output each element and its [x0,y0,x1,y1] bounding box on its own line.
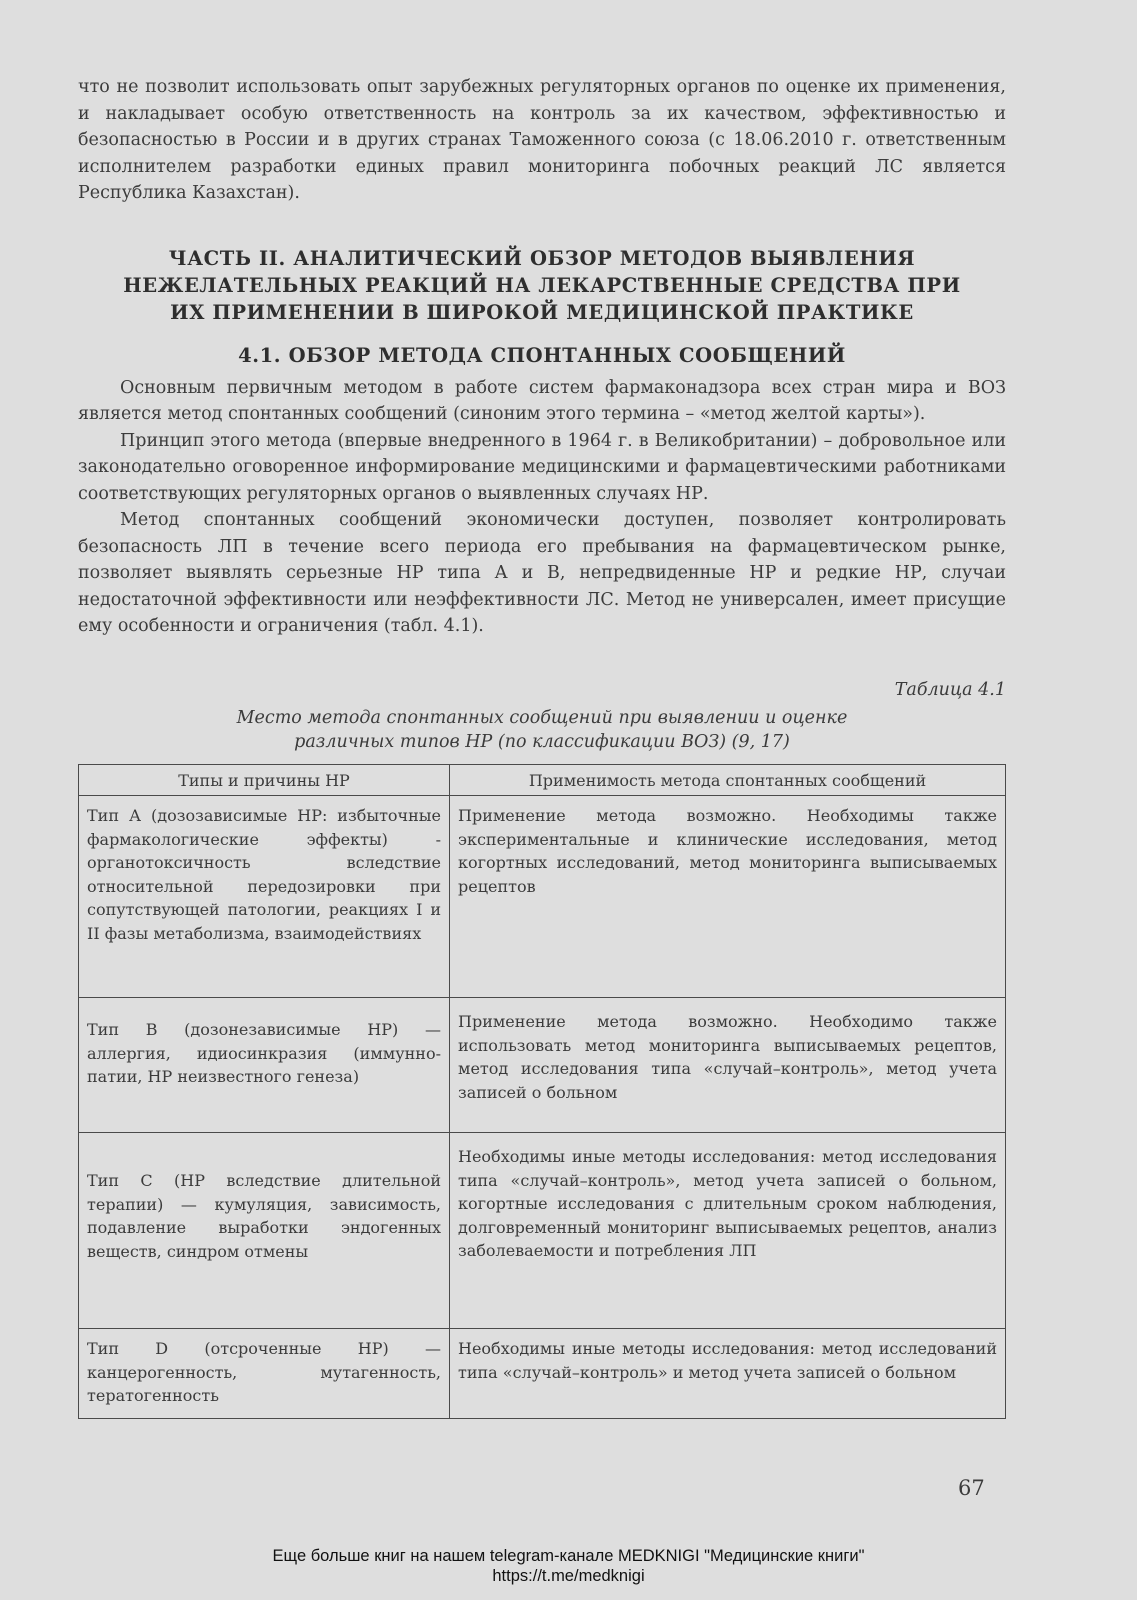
cell-type: Тип С (НР вследствие длительной терапии) — кумуляция, зависимость, подавление выработки эндогенных веществ, синдром отмены [79,1133,450,1329]
cell-applicability: Необходимы иные методы исследования: метод исследований типа «случай–контроль» и метод учета записей о больном [450,1329,1006,1419]
promo-footer [0,1546,1137,1586]
cell-type: Тип В (дозонезависимые НР) — аллергия, идиосинкразия (иммунно-патии, НР неизвестного генеза) [79,998,450,1133]
table-row [79,998,1006,1133]
cell-applicability: Применение метода возможно. Необходимы также экспериментальные и клинические исследования, метод когортных исследований, метод мониторинга выписываемых рецептов [450,796,1006,998]
page-content [78,74,1006,1419]
part-heading-line: ЧАСТЬ II. АНАЛИТИЧЕСКИЙ ОБЗОР МЕТОДОВ ВЫЯВЛЕНИЯ [168,246,916,270]
part-heading [78,245,1006,326]
table-row [79,796,1006,998]
table-caption [78,706,1006,754]
intro-paragraph: что не позволит использовать опыт зарубежных регуляторных органов по оценке их применения, и накладывает особую ответственность на контроль за их качеством, эффективностью и безопасностью в России и в других странах Таможенного союза (с 18.06.2010 г. ответственным исполнителем разработки единых правил мониторинга побочных реакций ЛС является Республика Казахстан). [78,77,1006,203]
table-caption-line: различных типов НР (по классификации ВОЗ) (9, 17) [294,731,790,752]
table-row [79,1133,1006,1329]
part-heading-line: НЕЖЕЛАТЕЛЬНЫХ РЕАКЦИЙ НА ЛЕКАРСТВЕННЫЕ СРЕДСТВА ПРИ [123,273,961,297]
table-caption-line: Место метода спонтанных сообщений при выявлении и оценке [236,707,848,728]
cell-applicability: Необходимы иные методы исследования: метод исследования типа «случай–контроль», метод учета записей о больном, когортные исследования с длительным сроком наблюдения, долговременный мониторинг выписываемых рецептов, анализ заболеваемости и потребления ЛП [450,1133,1006,1329]
adr-types-table [78,764,1006,1419]
paragraph: Метод спонтанных сообщений экономически доступен, позволяет контролировать безопасность ЛП в течение всего периода его пребывания на фармацевтическом рынке, позволяет выявлять серьезные НР типа А и В, непредвиденные НР и редкие НР, случаи недостаточной эффективности или неэффективности ЛС. Метод не универсален, имеет присущие ему особенности и ограничения (табл. 4.1). [78,510,1006,636]
cell-applicability: Применение метода возможно. Необходимо также использовать метод мониторинга выписываемых рецептов, метод исследования типа «случай–контроль», метод учета записей о больном [450,998,1006,1133]
part-heading-line: ИХ ПРИМЕНЕНИИ В ШИРОКОЙ МЕДИЦИНСКОЙ ПРАКТИКЕ [170,300,914,324]
table-row [79,1329,1006,1419]
table-header-row [79,764,1006,796]
promo-link[interactable]: https://t.me/medknigi [492,1567,645,1585]
column-header-types: Типы и причины НР [79,764,450,796]
cell-type: Тип D (отсроченные НР) — канцерогенность, мутагенность, тератогенность [79,1329,450,1419]
table-label: Таблица 4.1 [894,679,1006,700]
paragraph: Основным первичным методом в работе систем фармаконадзора всех стран мира и ВОЗ является метод спонтанных сообщений (синоним этого термина – «метод желтой карты»). [78,377,1006,424]
page-number: 67 [958,1476,985,1500]
column-header-applicability: Применимость метода спонтанных сообщений [450,764,1006,796]
paragraph: Принцип этого метода (впервые внедренного в 1964 г. в Великобритании) – добровольное или законодательно оговоренное информирование медицинскими и фармацевтическими работниками соответствующих регуляторных органов о выявленных случаях НР. [78,430,1006,504]
section-heading: 4.1. ОБЗОР МЕТОДА СПОНТАННЫХ СООБЩЕНИЙ [238,343,846,367]
cell-type: Тип А (дозозависимые НР: избыточные фармакологические эффекты) - органотоксичность вследствие относительной передозировки при сопутствующей патологии, реакциях I и II фазы метаболизма, взаимодействиях [79,796,450,998]
promo-text: Еще больше книг на нашем telegram-канале MEDKNIGI "Медицинские книги" [272,1547,865,1565]
